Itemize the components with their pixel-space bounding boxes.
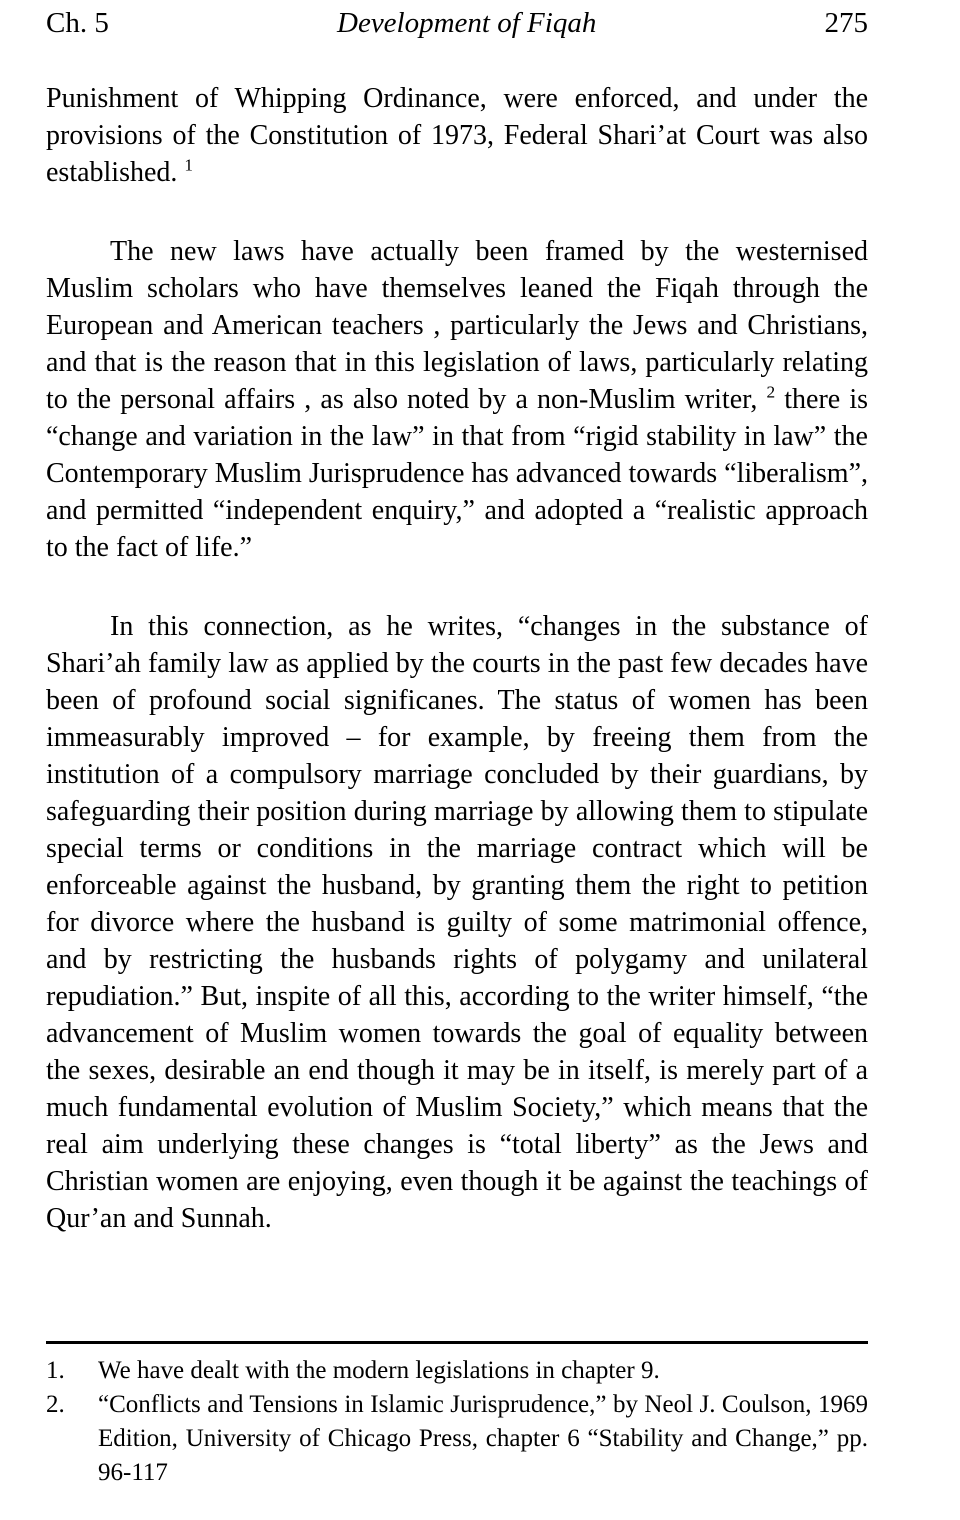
footnote-ref-2: 2 (766, 382, 776, 402)
footnote-number: 1. (46, 1357, 65, 1384)
page-header (46, 6, 868, 40)
footnote-ref-1: 1 (184, 155, 194, 175)
footnote-divider (46, 1341, 868, 1344)
chapter-label: Ch. 5 (46, 7, 109, 39)
footnote-text: We have dealt with the modern legislations in chapter 9. (98, 1357, 660, 1384)
paragraph-1-text: Punishment of Whipping Ordinance, were enforced, and under the provisions of the Constitution of 1973, Federal Shari’at Court was also established. (46, 83, 868, 188)
running-title: Development of Fiqah (337, 7, 597, 39)
paragraph-3-text: In this connection, as he writes, “changes in the substance of Shari’ah family law as applied by the courts in the past few decades have been of profound social significanes. The status of women has been immeasurably improved – for example, by freeing them from the institution of a compulsory marriage concluded by their guardians, by safeguarding their position during marriage by allowing them to stipulate special terms or conditions in the marriage contract which will be enforceable against the husband, by granting them the right to petition for divorce where the husband is guilty of some matrimonial offence, and by restricting the husbands rights of polygamy and unilateral repudiation.” But, inspite of all this, according to the writer himself, “the advancement of Muslim women towards the goal of equality between the sexes, desirable an end though it may be in itself, is merely part of a much fundamental evolution of Muslim Society,” which means that the real aim underlying these changes is “total liberty” as the Jews and Christian women are enjoying, even though it be against the teachings of Qur’an and Sunnah. (46, 611, 868, 1234)
paragraph-3 (46, 608, 868, 1237)
footnote-section (46, 1341, 868, 1490)
page-number: 275 (824, 7, 868, 39)
footnote-item-1 (46, 1354, 868, 1388)
paragraph-2 (46, 233, 868, 566)
page-body (46, 80, 868, 1237)
paragraph-2-text-after-ref: there is “change and variation in the law” in that from “rigid stability in law” the Contemporary Muslim Jurisprudence has advanced towards “liberalism”, and permitted “independent enquiry,” and adopted a “realistic approach to the fact of life.” (46, 384, 869, 563)
paragraph-1 (46, 80, 868, 191)
footnote-item-2 (46, 1388, 868, 1490)
footnote-list (46, 1354, 868, 1490)
footnote-text: “Conflicts and Tensions in Islamic Jurisprudence,” by Neol J. Coulson, 1969 Edition, University of Chicago Press, chapter 6 “Stability and Change,” pp. 96-117 (98, 1391, 868, 1486)
paragraph-2-text-before-ref: The new laws have actually been framed by the westernised Muslim scholars who have themselves leaned the Fiqah through the European and American teachers , particularly the Jews and Christians, and that is the reason that in this legislation of laws, particularly relating to the personal affairs , as also noted by a non-Muslim writer, (46, 236, 868, 415)
footnote-number: 2. (46, 1391, 65, 1418)
